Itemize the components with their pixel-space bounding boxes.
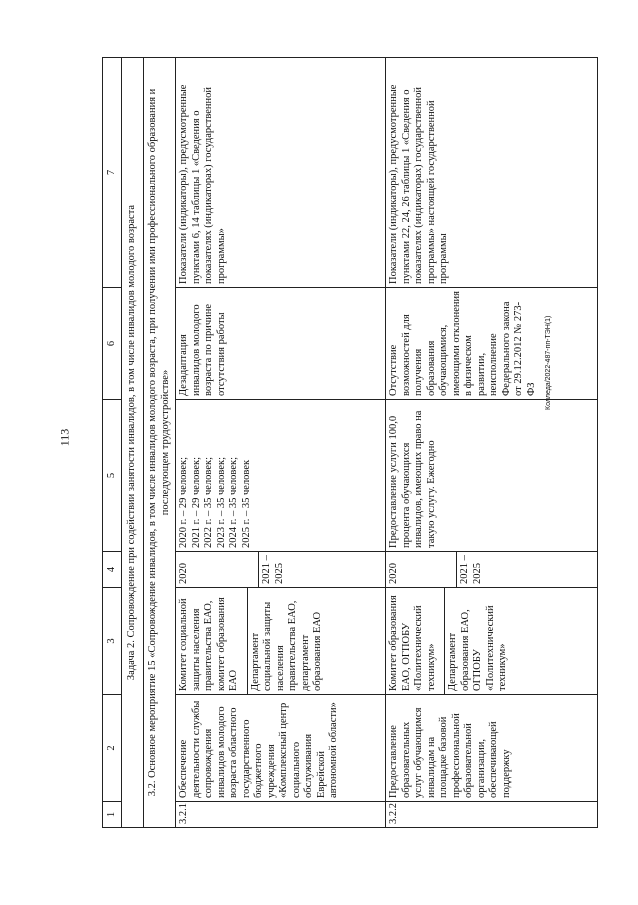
header-cell-5: 5 xyxy=(103,400,122,552)
executor-2: Департамент образования ЕАО, ОГПОБУ «Политехнический техникум» xyxy=(444,588,512,694)
period-1: 2020 xyxy=(178,563,189,584)
task-row xyxy=(122,58,144,828)
table-row xyxy=(386,58,598,828)
period-cell xyxy=(386,552,598,588)
activity-title: 3.2. Основное мероприятие 15 «Сопровождение инвалидов, в том числе инвалидов молодого возраста, при получении ими профессионального образования и последующем трудоустройстве» xyxy=(144,58,176,828)
activity-row xyxy=(144,58,176,828)
executor-1: Комитет социальной защиты населения правительства ЕАО, комитет образования ЕАО xyxy=(178,597,239,691)
period-cell xyxy=(176,552,386,588)
header-cell-4: 4 xyxy=(103,552,122,588)
row-number: 3.2.1 xyxy=(176,802,386,828)
period-2: 2021 – 2025 xyxy=(258,552,288,587)
result-cell: 2020 г. – 29 человек; 2021 г. – 29 человек; 2022 г. – 35 человек; 2023 г. – 35 человек; 2024 г. – 35 человек; 2025 г. – 35 человек xyxy=(176,400,386,552)
header-cell-1: 1 xyxy=(103,802,122,828)
activity-name: Предоставление образовательных услуг обучающимся инвалидам на площадке базовой профессиональной образовательной организации, обеспечивающей поддержку xyxy=(386,695,598,802)
period-1: 2020 xyxy=(388,563,399,584)
indicators-cell: Показатели (индикаторы), предусмотренные пунктами 22, 24, 26 таблицы 1 «Сведения о показателях (индикаторах) государственной программы» настоящей государственной программы xyxy=(386,58,598,288)
executor-2: Департамент социальной защиты населения правительства ЕАО, департамент образования ЕАО xyxy=(247,588,327,694)
header-cell-6: 6 xyxy=(103,288,122,400)
executor-cell xyxy=(386,588,598,695)
program-table xyxy=(102,57,598,828)
header-cell-2: 2 xyxy=(103,695,122,802)
period-2: 2021 – 2025 xyxy=(456,552,486,587)
executor-cell xyxy=(176,588,386,695)
rotated-table-container xyxy=(102,58,598,828)
indicators-cell: Показатели (индикаторы), предусмотренные пунктами 6, 14 таблицы 1 «Сведения о показателях (индикаторах) государственной программы» xyxy=(176,58,386,288)
document-code: Колледа/2022-487-пп-ТЭН(1) xyxy=(545,315,552,410)
task-title: Задача 2. Сопровождение при содействии занятости инвалидов, в том числе инвалидов молодого возраста xyxy=(122,58,144,828)
header-cell-7: 7 xyxy=(103,58,122,288)
consequence-cell: Дезадаптация инвалидов молодого возраста по причине отсутствия работы xyxy=(176,288,386,400)
page-number: 113 xyxy=(57,428,72,447)
row-number: 3.2.2 xyxy=(386,802,598,828)
result-cell: Предоставление услуги 100,0 процента обучающихся инвалидов, имеющих право на такую услугу. Ежегодно xyxy=(386,400,598,552)
executor-1: Комитет образования ЕАО, ОГПОБУ «Политехнический техникум» xyxy=(388,595,437,691)
consequence-cell: Отсутствие возможностей для получения образования обучающимися, имеющими отклонения в физическом развитии, неисполнение Федерального закона от 29.12.2012 № 273-ФЗ xyxy=(386,288,598,400)
activity-name: Обеспечение деятельности службы сопровождения инвалидов молодого возраста областного государственного бюджетного учреждения «Комплексный центр социального обслуживания Еврейской автономной области» xyxy=(176,695,386,802)
header-row xyxy=(103,58,122,828)
header-cell-3: 3 xyxy=(103,588,122,695)
table-row xyxy=(176,58,386,828)
